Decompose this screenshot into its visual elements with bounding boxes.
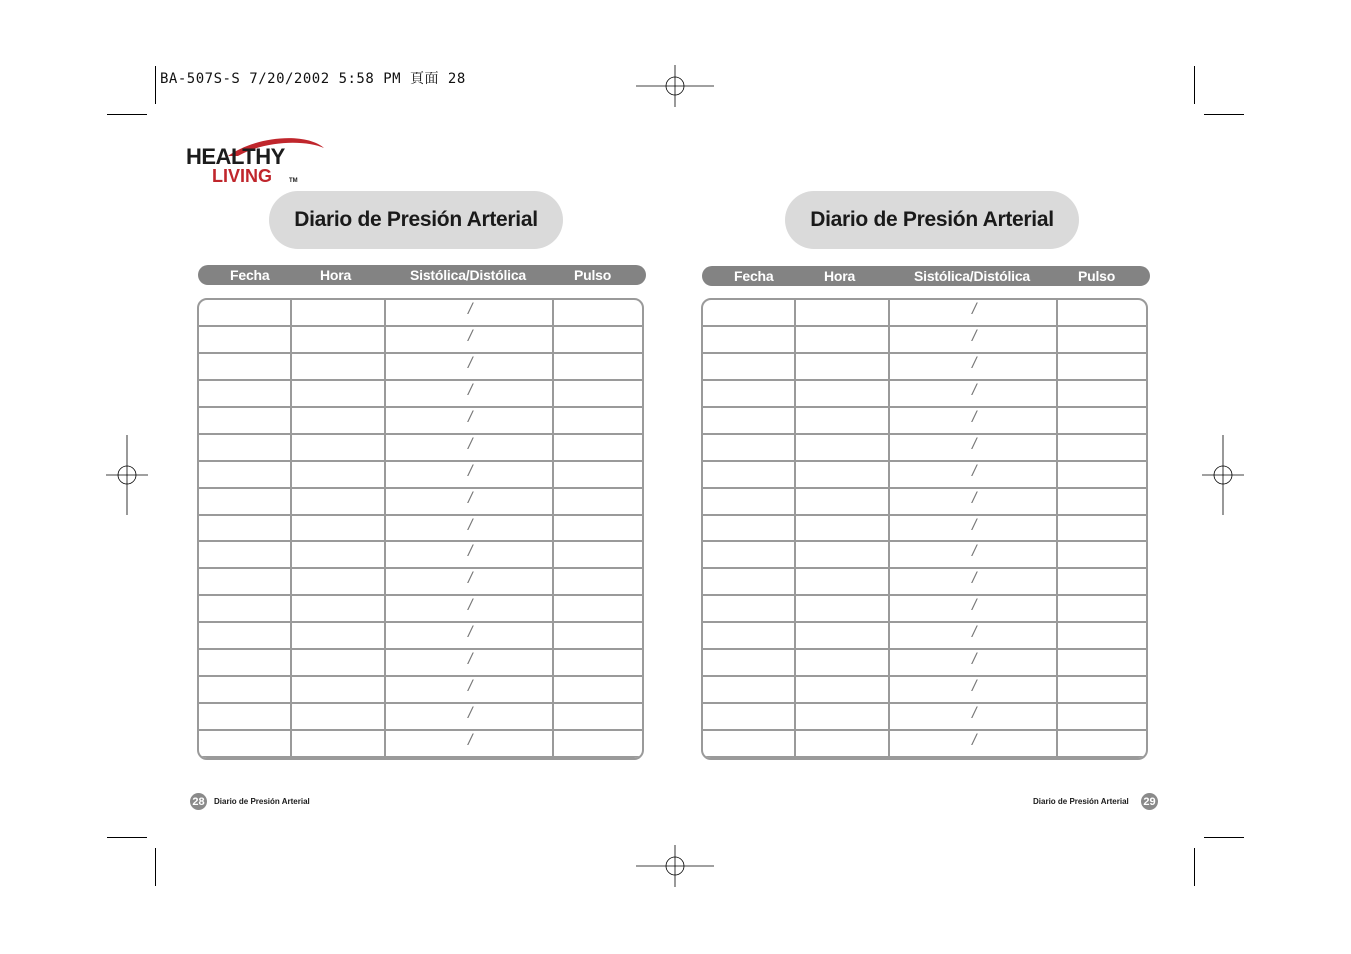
table-row — [703, 623, 1146, 650]
column-divider — [290, 300, 292, 758]
column-header-sistolica: Sistólica/Distólica — [410, 267, 527, 283]
table-row — [199, 381, 642, 408]
column-header-sistolica: Sistólica/Distólica — [914, 268, 1031, 284]
page-number-badge: 28 — [190, 793, 207, 810]
table-row — [199, 300, 642, 327]
table-row — [703, 650, 1146, 677]
table-row — [703, 435, 1146, 462]
table-row — [199, 596, 642, 623]
page-title: Diario de Presión Arterial — [269, 191, 563, 249]
reading-separator: / — [468, 624, 473, 642]
table-row — [703, 704, 1146, 731]
logo-text-living: LIVING — [212, 166, 273, 186]
table-row — [199, 354, 642, 381]
reading-separator: / — [972, 408, 977, 426]
log-table — [197, 298, 644, 760]
reading-separator: / — [972, 516, 977, 534]
healthy-living-logo — [186, 134, 326, 190]
crop-mark — [107, 837, 147, 838]
column-header-hora: Hora — [320, 267, 352, 283]
table-row — [703, 489, 1146, 516]
reading-separator: / — [468, 651, 473, 669]
reading-separator: / — [972, 381, 977, 399]
crop-mark — [107, 114, 147, 115]
reading-separator: / — [468, 327, 473, 345]
column-header-pulso: Pulso — [574, 267, 612, 283]
column-header-fecha: Fecha — [230, 267, 270, 283]
table-row — [703, 381, 1146, 408]
crop-mark — [1204, 114, 1244, 115]
log-table — [701, 298, 1148, 760]
reading-separator: / — [468, 570, 473, 588]
reading-separator: / — [468, 489, 473, 507]
table-row — [703, 731, 1146, 758]
reading-separator: / — [972, 570, 977, 588]
registration-mark-icon — [636, 65, 714, 107]
table-row — [199, 408, 642, 435]
reading-separator: / — [972, 597, 977, 615]
reading-separator: / — [468, 705, 473, 723]
table-row — [703, 408, 1146, 435]
table-row — [703, 677, 1146, 704]
table-row — [199, 731, 642, 758]
reading-separator: / — [972, 543, 977, 561]
print-slug: BA-507S-S 7/20/2002 5:58 PM 頁面 28 — [160, 71, 466, 87]
table-row — [199, 542, 642, 569]
reading-separator: / — [468, 543, 473, 561]
table-header — [198, 265, 646, 285]
table-row — [199, 677, 642, 704]
registration-mark-icon — [636, 845, 714, 887]
table-row — [703, 327, 1146, 354]
table-row — [199, 435, 642, 462]
column-divider — [384, 300, 386, 758]
reading-separator: / — [972, 462, 977, 480]
column-divider — [552, 300, 554, 758]
crop-mark — [1194, 848, 1195, 886]
table-row — [199, 704, 642, 731]
reading-separator: / — [972, 301, 977, 318]
table-row — [703, 300, 1146, 327]
crop-mark — [155, 66, 156, 104]
reading-separator: / — [468, 516, 473, 534]
reading-separator: / — [972, 651, 977, 669]
reading-separator: / — [972, 354, 977, 372]
footer-title: Diario de Presión Arterial — [214, 797, 310, 806]
column-divider — [888, 300, 890, 758]
reading-separator: / — [972, 624, 977, 642]
page-title: Diario de Presión Arterial — [785, 191, 1079, 249]
reading-separator: / — [972, 489, 977, 507]
reading-separator: / — [972, 327, 977, 345]
table-row — [199, 623, 642, 650]
table-header — [702, 266, 1150, 286]
table-row — [703, 462, 1146, 489]
logo-text-healthy: HEALTHY — [186, 144, 285, 169]
table-row — [199, 327, 642, 354]
reading-separator: / — [468, 732, 473, 750]
table-row — [199, 650, 642, 677]
reading-separator: / — [468, 408, 473, 426]
crop-mark — [155, 848, 156, 886]
table-row — [199, 489, 642, 516]
table-row — [703, 542, 1146, 569]
reading-separator: / — [972, 435, 977, 453]
table-row — [199, 462, 642, 489]
table-row — [703, 354, 1146, 381]
reading-separator: / — [468, 381, 473, 399]
reading-separator: / — [972, 732, 977, 750]
crop-mark — [1194, 66, 1195, 104]
table-row — [199, 569, 642, 596]
reading-separator: / — [972, 705, 977, 723]
column-divider — [794, 300, 796, 758]
table-row — [703, 596, 1146, 623]
table-row — [703, 569, 1146, 596]
reading-separator: / — [468, 435, 473, 453]
reading-separator: / — [468, 462, 473, 480]
reading-separator: / — [468, 678, 473, 696]
reading-separator: / — [972, 678, 977, 696]
reading-separator: / — [468, 354, 473, 372]
logo-trademark: TM — [289, 178, 298, 184]
reading-separator: / — [468, 301, 473, 318]
column-header-fecha: Fecha — [734, 268, 774, 284]
page-number-badge: 29 — [1141, 793, 1158, 810]
crop-mark — [1204, 837, 1244, 838]
column-divider — [1056, 300, 1058, 758]
registration-mark-icon — [106, 435, 148, 515]
footer-title: Diario de Presión Arterial — [1033, 797, 1129, 806]
reading-separator: / — [468, 597, 473, 615]
column-header-pulso: Pulso — [1078, 268, 1116, 284]
table-row — [199, 516, 642, 543]
registration-mark-icon — [1202, 435, 1244, 515]
column-header-hora: Hora — [824, 268, 856, 284]
table-row — [703, 516, 1146, 543]
